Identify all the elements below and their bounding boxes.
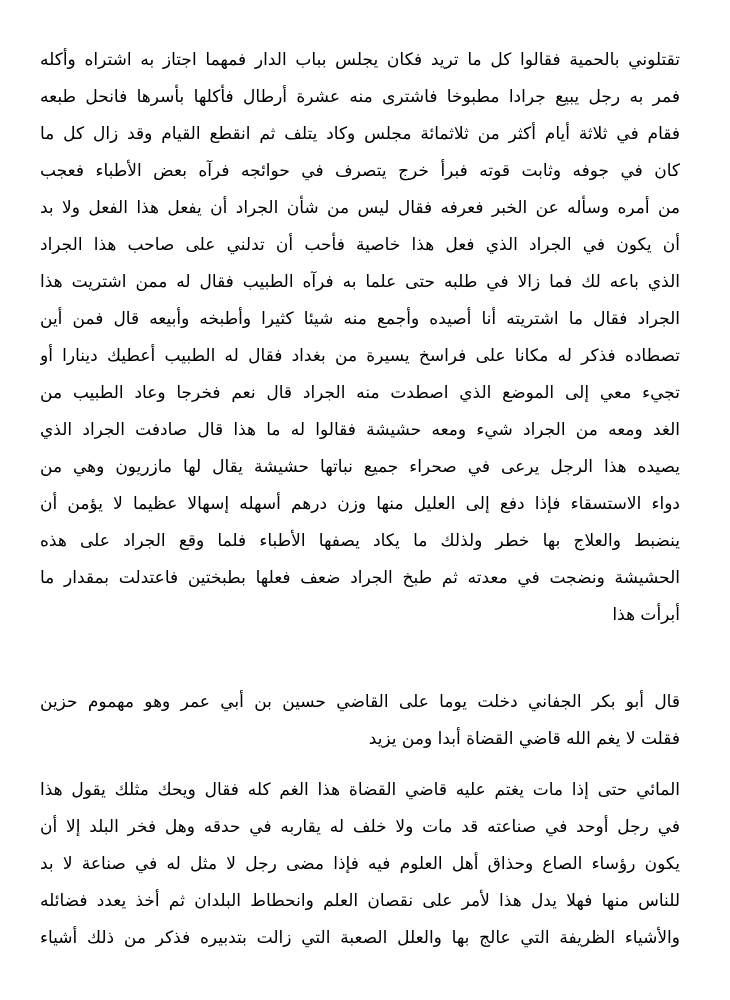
text-line: أن يكون في الجراد الذي فعل هذا خاصية فأحب أن تدلني على صاحب هذا الجراد [40,235,680,255]
text-line: يكون رؤساء الصاع وحذاق أهل العلوم فيه فإذا مضى رجل لا مثل له في صناعة لا بد [40,854,680,874]
text-line: من أمره وسأله عن الخبر فعرفه فقال ليس من شأن الجراد أن يفعل هذا الفعل ولا بد [40,198,680,218]
text-line: والأشياء الظريفة التي عالج بها والعلل الصعبة التي زالت بتدبيره فذكر من ذلك أشياء [40,928,680,948]
paragraph-locust-story [40,42,680,634]
text-line: الحشيشة ونضجت في معدته ثم طبخ الجراد ضعف فعلها بطبختين فاعتدلت بمقدار ما [40,568,680,588]
text-line: في رجل أوحد في صناعته قد مات ولا خلف له يقاربه في حدقه وهل فخر البلد إلا أن [40,817,680,837]
text-line: يصيده هذا الرجل يرعى في صحراء جميع نباتها حشيشة يقال لها مازريون وهي من [40,457,680,477]
text-line: فقلت لا يغم الله قاضي القضاة أبدا ومن يزيد [368,729,680,749]
text-line: الجراد فقال ما اشتريته أنا أصيده وأجمع منه شيئا كثيرا وأطبخه وأبيعه قال فمن أين [40,309,680,329]
paragraph-judge-reply [40,772,680,957]
text-line: ينضبط والعلاج بها خطر ولذلك ما يكاد يصفها الأطباء فلما وقع الجراد على هذه [40,531,680,551]
text-line: المائي حتى إذا مات يغتم عليه قاضي القضاة هذا الغم كله فقال ويحك مثلك يقول هذا [40,780,680,800]
text-line: فقام في ثلاثة أيام أكثر من ثلاثمائة مجلس وكاد يتلف ثم انقطع القيام وقد زال كل ما [40,124,680,144]
text-line: أبرأت هذا [612,605,680,625]
text-line: فمر به رجل يبيع جرادا مطبوخا فاشترى منه عشرة أرطال فأكلها بأسرها فانحل طبعه [40,87,680,107]
text-line: دواء الاستسقاء فإذا دفع إلى العليل منها وزن درهم أسهله إسهالا عظيما لا يؤمن أن [40,494,680,514]
text-line: كان في جوفه وثابت قوته فبرأ خرج يتصرف في حوائجه فرآه بعض الأطباء فعجب [40,161,680,181]
text-line: تصطاده فذكر له مكانا على فراسخ يسيرة من بغداد فقال له الطبيب أعطيك دينارا أو [40,346,680,366]
text-line: للناس منها فهلا يدل هذا لأمر على نقصان العلم وانحطاط البلدان ثم أخذ يعدد فضائله [40,891,680,911]
paragraph-al-jafani-visit [40,684,680,758]
text-line: الذي باعه لك فما زالا في طلبه حتى علما به فرآه الطبيب فقال له ممن اشتريت هذا [40,272,680,292]
text-line: تقتلوني بالحمية فقالوا كل ما تريد فكان يجلس بباب الدار فمهما اجتاز به اشتراه وأكله [40,50,680,70]
text-line: الغد ومعه من الجراد شيء ومعه حشيشة فقالوا له ما هذا قال صادفت الجراد الذي [40,420,680,440]
text-line: تجيء معي إلى الموضع الذي اصطدت منه الجراد قال نعم فخرجا وعاد الطبيب من [40,383,680,403]
text-line: قال أبو بكر الجفاني دخلت يوما على القاضي حسين بن أبي عمر وهو مهموم حزين [40,692,680,712]
